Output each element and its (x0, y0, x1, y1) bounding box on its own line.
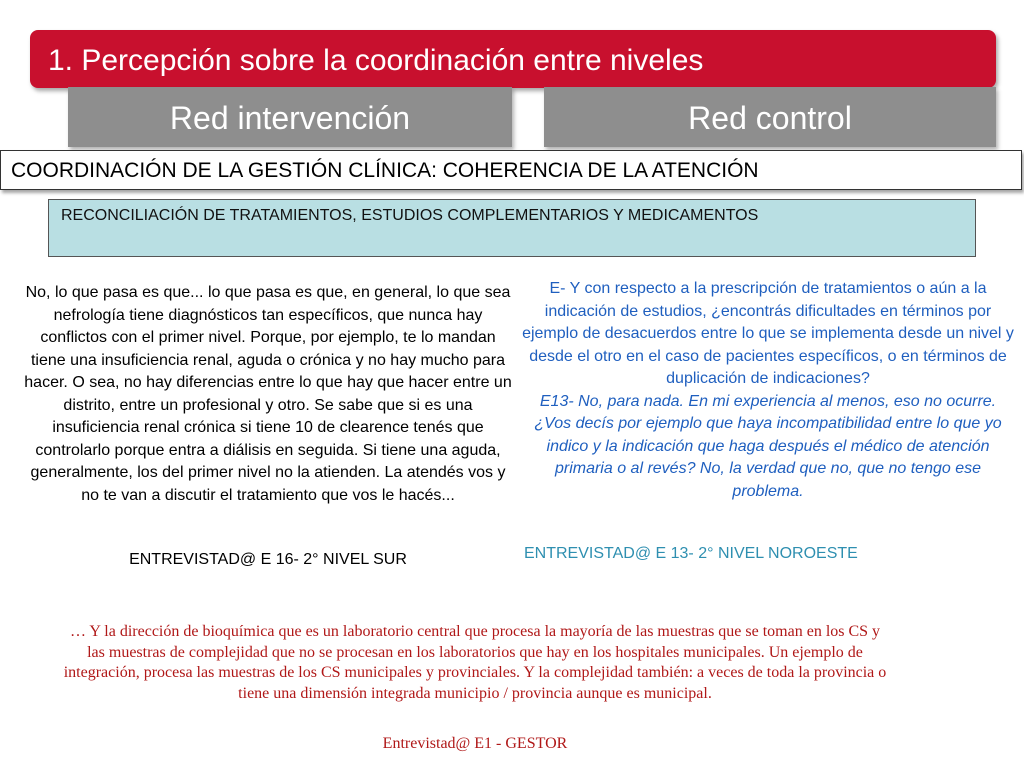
left-interview-citation: ENTREVISTAD@ E 16- 2° NIVEL SUR (129, 551, 407, 568)
left-interview-quote: No, lo que pasa es que... lo que pasa es que, en general, lo que sea nefrología tiene diagnósticos tan específicos, que nunca hay conflictos con el primer nivel. Porque, por ejemplo, te lo mandan tiene una insuficiencia renal, aguda o crónica y no hay mucho para hacer. O sea, no hay diferencias entre lo que hay que hacer entre un distrito, entre un profesional y otro. Se sabe que si es una insuficiencia renal crónica si tiene 10 de clearence tenés que controlarlo porque entra a diálisis en seguida. Si tiene una aguda, generalmente, los del primer nivel no la atienden. La atendés vos y no te van a discutir el tratamiento que vos le hacés... (24, 284, 512, 504)
coordination-heading: COORDINACIÓN DE LA GESTIÓN CLÍNICA: COHERENCIA DE LA ATENCIÓN (11, 159, 759, 182)
bottom-interview-quote: … Y la dirección de bioquímica que es un laboratorio central que procesa la mayoría de las muestras que se toman en los CS y las muestras de complejidad que no se procesan en los laboratorios que hay en los hospitales municipales. Un ejemplo de integración, procesa las muestras de los CS municipales y provinciales. Y la complejidad también: a veces de toda la provincia o tiene una dimensión integrada municipio / provincia aunque es municipal. (63, 623, 887, 702)
tab-red-intervencion: Red intervención (68, 87, 512, 147)
right-interview-quote (520, 278, 1016, 503)
slide-title-bar (30, 30, 996, 88)
coordination-heading-box (0, 150, 1022, 190)
reconciliation-heading-box (48, 199, 976, 257)
reconciliation-heading: RECONCILIACIÓN DE TRATAMIENTOS, ESTUDIOS COMPLEMENTARIOS Y MEDICAMENTOS (61, 207, 759, 224)
slide-title: 1. Percepción sobre la coordinación entre niveles (48, 44, 704, 77)
right-interview-citation: ENTREVISTAD@ E 13- 2° NIVEL NOROESTE (524, 545, 858, 562)
tab-red-control: Red control (544, 87, 996, 147)
bottom-interview-citation: Entrevistad@ E1 - GESTOR (382, 735, 568, 752)
interview-question: E- Y con respecto a la prescripción de tratamientos o aún a la indicación de estudios, ¿encontrás dificultades en términos por ejemplo de desacuerdos entre lo que se implementa desde un nivel y desde el otro en el caso de pacientes específicos, o en términos de duplicación de indicaciones? (522, 280, 1014, 387)
interview-answer: E13- No, para nada. En mi experiencia al menos, eso no ocurre. ¿Vos decís por ejemplo que haya incompatibilidad entre lo que yo indico y la indicación que haga después el médico de atención primaria o al revés? No, la verdad que no, que no tengo ese problema. (534, 392, 1002, 500)
